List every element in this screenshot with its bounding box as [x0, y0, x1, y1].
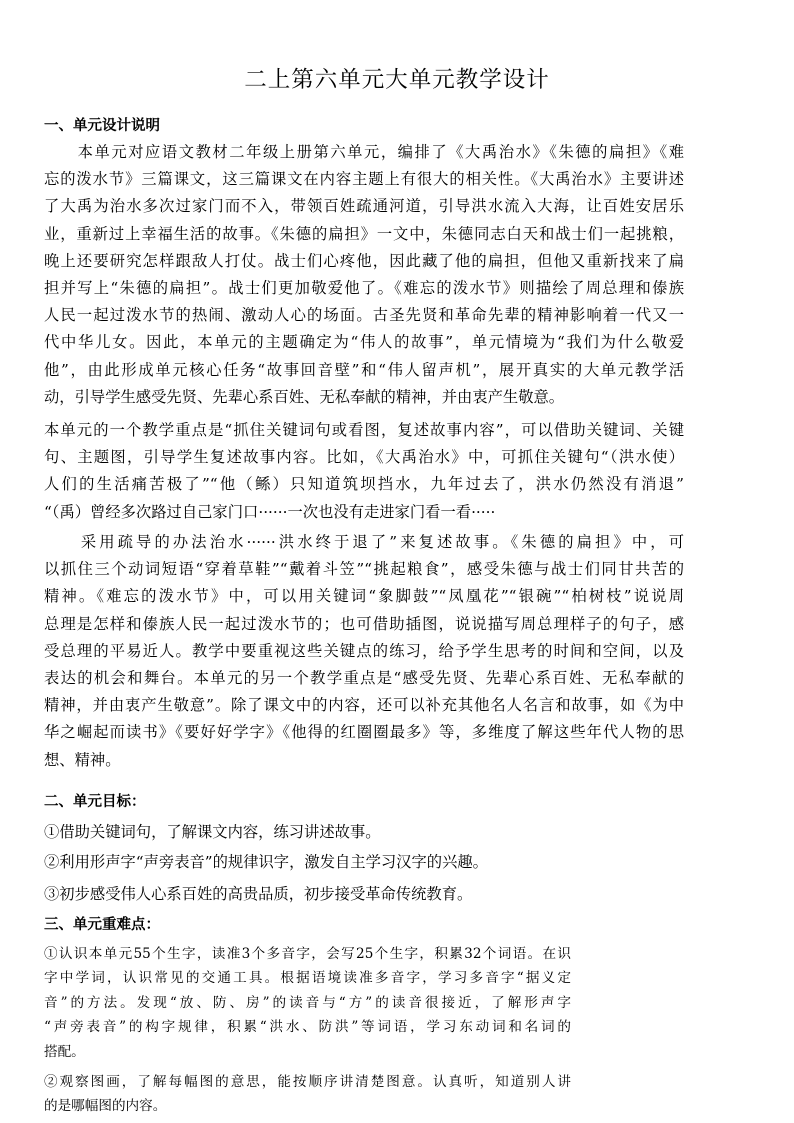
section-heading-key-points: 三、单元重难点：	[44, 917, 160, 933]
key-point-1	[44, 942, 571, 1064]
paragraph-line: 以抓住三个动词短语“穿着草鞋”“戴着斗笠”“挑起粮食”，感受朱德与战士们同甘共苦的	[44, 560, 684, 579]
paragraph-line: ①认识本单元55个生字，读准3个多音字，会写25个生字，积累32个词语。在识	[44, 946, 571, 962]
paragraph-line: 华之崛起而读书》《要好好学字》《他得的红圈圈最多》等，多维度了解这些年代人物的思	[44, 723, 684, 742]
paragraph-line: 想、精神。	[44, 750, 121, 769]
paragraph-line: 的是哪幅图的内容。	[44, 1098, 167, 1115]
paragraph-line: 人们的生活痛苦极了”“他（鲧）只知道筑坝挡水，九年过去了，洪水仍然没有消退”	[44, 475, 684, 494]
design-notes-paragraph-1	[44, 139, 684, 411]
unit-goal-item: ①借助关键词句，了解课文内容，练习讲述故事。	[44, 823, 381, 841]
design-notes-paragraph-3	[44, 529, 684, 774]
section-heading-unit-goals: 二、单元目标：	[44, 794, 146, 810]
section-heading-design-notes: 一、单元设计说明	[44, 118, 160, 134]
unit-goal-item: ③初步感受伟人心系百姓的高贵品质，初步接受革命传统教育。	[44, 885, 473, 903]
paragraph-line: 音”的方法。发现“放、防、房”的读音与“方”的读音很接近，了解形声字	[44, 994, 571, 1011]
paragraph-line: 采用疏导的办法治水······洪水终于退了”来复述故事。《朱德的扁担》中，可	[44, 533, 684, 551]
paragraph-line: 人民一起过泼水节的热闹、激动人心的场面。古圣先贤和革命先辈的精神影响着一代又一	[44, 306, 684, 325]
paragraph-line: 担并写上“朱德的扁担”。战士们更加敬爱他了。《难忘的泼水节》则描绘了周总理和傣族	[44, 279, 684, 298]
paragraph-line: 本单元对应语文教材二年级上册第六单元，编排了《大禹治水》《朱德的扁担》《难	[44, 143, 684, 161]
key-point-2	[44, 1070, 571, 1119]
paragraph-line: 精神。《难忘的泼水节》中，可以用关键词“象脚鼓”“凤凰花”“银碗”“柏树枝”说说周	[44, 587, 684, 606]
paragraph-line: ②观察图画，了解每幅图的意思，能按顺序讲清楚图意。认真听，知道别人讲	[44, 1074, 571, 1090]
paragraph-line: “（禹）曾经多次路过自己家门口······一次也没有走进家门看一看·····	[44, 502, 496, 521]
paragraph-line: 字中学词，认识常见的交通工具。根据语境读准多音字，学习多音字“据义定	[44, 970, 571, 987]
paragraph-line: 他”，由此形成单元核心任务“故事回音壁”和“伟人留声机”，展开真实的大单元教学活	[44, 360, 684, 379]
paragraph-line: 动，引导学生感受先贤、先辈心系百姓、无私奉献的精神，并由衷产生敬意。	[44, 387, 565, 406]
document-title: 二上第六单元大单元教学设计	[244, 67, 550, 93]
paragraph-line: 表达的机会和舞台。本单元的另一个教学重点是“感受先贤、先辈心系百姓、无私奉献的	[44, 669, 684, 688]
paragraph-line: 搭配。	[44, 1043, 85, 1060]
paragraph-line: 代中华儿女。因此，本单元的主题确定为“伟人的故事”，单元情境为“我们为什么敬爱	[44, 333, 684, 352]
paragraph-line: 本单元的一个教学重点是“抓住关键词句或看图，复述故事内容”，可以借助关键词、关键	[44, 421, 684, 439]
paragraph-line: 业，重新过上幸福生活的故事。《朱德的扁担》一文中，朱德同志白天和战士们一起挑粮，	[44, 224, 684, 243]
paragraph-line: 忘的泼水节》三篇课文，这三篇课文在内容主题上有很大的相关性。《大禹治水》主要讲述	[44, 170, 684, 189]
design-notes-paragraph-2	[44, 417, 684, 526]
paragraph-line: 精神，并由衷产生敬意”。除了课文中的内容，还可以补充其他名人名言和故事，如《为中	[44, 696, 684, 715]
paragraph-line: “声旁表音”的构字规律，积累“洪水、防洪”等词语，学习东动词和名词的	[44, 1019, 571, 1036]
paragraph-line: 句、主题图，引导学生复述故事内容。比如，《大禹治水》中，可抓住关键句“（洪水使）	[44, 448, 684, 467]
paragraph-line: 了大禹为治水多次过家门而不入，带领百姓疏通河道，引导洪水流入大海，让百姓安居乐	[44, 197, 684, 216]
paragraph-line: 受总理的平易近人。教学中要重视这些关键点的练习，给予学生思考的时间和空间，以及	[44, 641, 684, 660]
unit-goal-item: ②利用形声字“声旁表音”的规律识字，激发自主学习汉字的兴趣。	[44, 853, 488, 871]
paragraph-line: 晚上还要研究怎样跟敌人打仗。战士们心疼他，因此藏了他的扁担，但他又重新找来了扁	[44, 251, 684, 270]
paragraph-line: 总理是怎样和傣族人民一起过泼水节的；也可借助插图，说说描写周总理样子的句子，感	[44, 614, 684, 633]
